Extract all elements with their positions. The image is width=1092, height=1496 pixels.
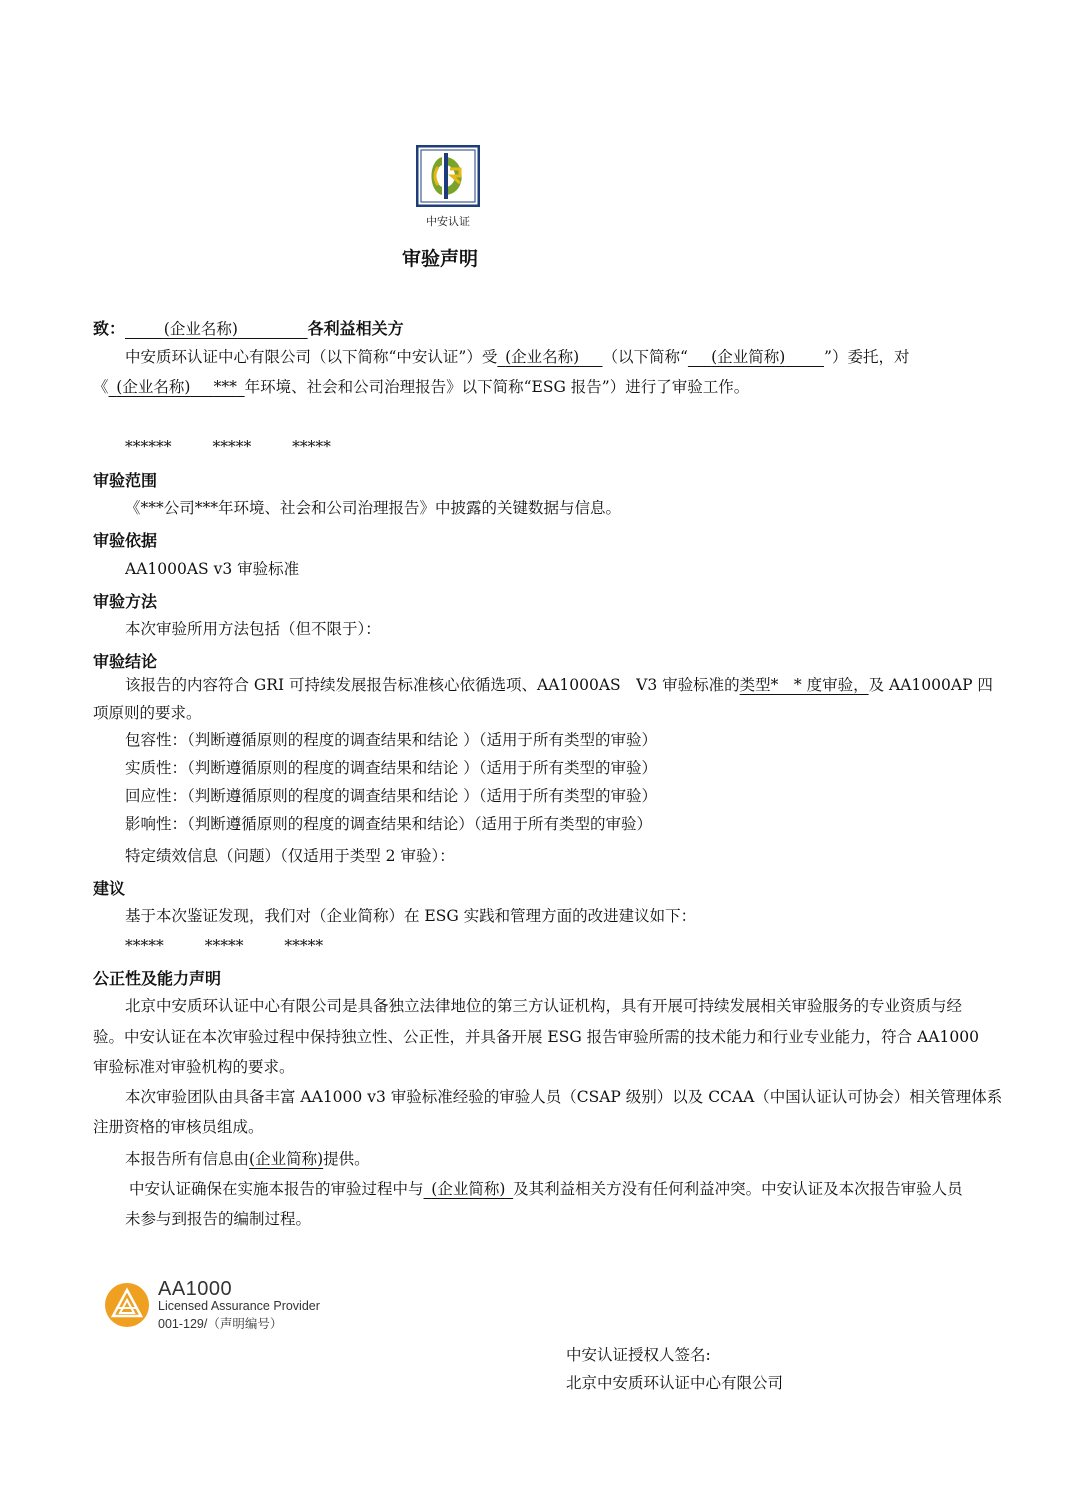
principle-desc: （判断遵循原则的程度的调查结果和结论） [187, 815, 474, 833]
statement-p3-text-a: 本报告所有信息由 [125, 1150, 250, 1168]
basis-heading: 审验依据 [93, 531, 158, 550]
intro-text-b: （以下简称“ [602, 348, 688, 366]
intro2-year-text: *** [213, 378, 237, 396]
aa1000-name: AA1000 [158, 1278, 233, 1300]
conclusion-text-b: 及 AA1000AP 四 [868, 676, 993, 694]
principle-desc: （判断遵循原则的程度的调查结果和结论 ） [187, 731, 479, 749]
statement-p1-line-1: 北京中安质环认证中心有限公司是具备独立法律地位的第三方认证机构，具有开展可持续发展相关审验服务的专业资质与经 [125, 997, 963, 1015]
scope-heading: 审验范围 [93, 471, 158, 490]
statement-p4-text-a: 中安认证确保在实施本报告的审验过程中与 [129, 1180, 424, 1198]
principle-name: 实质性： [125, 759, 188, 777]
intro2-company-field [109, 378, 245, 396]
statement-p3-field: (企业简称) [249, 1150, 324, 1168]
principle-row [125, 726, 657, 754]
stars-item: ***** [204, 937, 244, 955]
to-line [93, 316, 404, 339]
aa1000-logo-icon [104, 1282, 150, 1328]
intro-short-text: (企业简称) [711, 348, 786, 366]
stars-item: ***** [125, 937, 164, 955]
company-logo [416, 145, 480, 228]
statement-p4-field [424, 1180, 514, 1198]
method-text: 本次审验所用方法包括（但不限于）： [125, 620, 381, 638]
principle-name: 回应性： [125, 787, 188, 805]
principle-scope: （适用于所有类型的审验） [478, 787, 657, 805]
statement-p1-line-3: 审验标准对审验机构的要求。 [93, 1058, 295, 1076]
intro2-text-b: 年环境、社会和公司治理报告》以下简称“ESG 报告”）进行了审验工作。 [244, 378, 750, 396]
principle-row [125, 782, 657, 810]
aa1000-subtitle: Licensed Assurance Provider [158, 1299, 320, 1313]
intro-company-field [497, 348, 602, 366]
logo-caption: 中安认证 [426, 215, 470, 228]
basis-text: AA1000AS v3 审验标准 [125, 560, 300, 578]
method-heading: 审验方法 [93, 592, 158, 611]
conclusion-text-a: 该报告的内容符合 GRI 可持续发展报告标准核心依循选项、AA1000AS V3 审验标准的 [125, 676, 740, 694]
suggestions-text: 基于本次鉴证发现，我们对（企业简称）在 ESG 实践和管理方面的改进建议如下： [125, 907, 697, 925]
intro-line-2 [93, 373, 749, 401]
intro-text-a: 中安质环认证中心有限公司（以下简称“中安认证”）受 [125, 348, 498, 366]
intro2-text-a: 《 [93, 378, 109, 396]
intro-text-c: ”）委托，对 [824, 348, 910, 366]
aa1000-statement-code: 001-129/（声明编号） [158, 1317, 283, 1331]
statement-p2-line-2: 注册资格的审核员组成。 [93, 1118, 264, 1136]
statement-heading: 公正性及能力声明 [93, 969, 222, 988]
zhongan-logo-mark-icon [416, 145, 480, 207]
stars-item: ***** [284, 937, 324, 955]
conclusion-heading: 审验结论 [93, 652, 158, 671]
principle-name: 包容性： [125, 731, 188, 749]
principle-scope: （适用于所有类型的审验） [478, 731, 657, 749]
to-prefix: 致： [93, 319, 126, 338]
conclusion-line-1 [125, 671, 993, 699]
conclusion-line-2: 项原则的要求。 [93, 704, 202, 722]
suggestions-heading: 建议 [93, 879, 126, 898]
to-company-field [125, 320, 308, 338]
statement-p3 [125, 1145, 370, 1173]
principle-scope: （适用于所有类型的审验） [473, 815, 653, 833]
statement-p4-line-2: 未参与到报告的编制过程。 [125, 1210, 312, 1228]
aa1000-badge [104, 1278, 344, 1334]
signature-label: 中安认证授权人签名: [566, 1346, 711, 1364]
document-title: 审验声明 [402, 248, 479, 270]
scope-text: 《***公司***年环境、社会和公司治理报告》中披露的关键数据与信息。 [125, 499, 622, 517]
stars-item: ***** [292, 438, 331, 456]
principle-name: 影响性： [125, 815, 188, 833]
to-company-text: (企业名称) [163, 320, 238, 338]
placeholder-stars-2 [125, 932, 323, 960]
intro-line-1 [125, 343, 909, 371]
statement-p4-line-1 [129, 1175, 963, 1203]
specific-performance-text: 特定绩效信息（问题）（仅适用于类型 2 审验）： [125, 847, 455, 865]
statement-p3-text-b: 提供。 [323, 1150, 370, 1168]
intro-short-field [688, 348, 824, 366]
statement-p2-line-1: 本次审验团队由具备丰富 AA1000 v3 审验标准经验的审验人员（CSAP 级别）以及 CCAA（中国认证认可协会）相关管理体系 [125, 1088, 1003, 1106]
intro2-company-text: (企业名称) [116, 378, 191, 396]
principle-desc: （判断遵循原则的程度的调查结果和结论 ） [187, 759, 479, 777]
signature-org: 北京中安质环认证中心有限公司 [566, 1374, 784, 1392]
placeholder-stars-1 [125, 433, 331, 461]
statement-p1-line-2: 验。中安认证在本次审验过程中保持独立性、公正性，并具备开展 ESG 报告审验所需的技术能力和行业专业能力，符合 AA1000 [93, 1028, 979, 1046]
stars-item: ***** [212, 438, 252, 456]
to-recipients: 各利益相关方 [307, 319, 404, 338]
principle-desc: （判断遵循原则的程度的调查结果和结论 ） [187, 787, 479, 805]
statement-p4-field-text: (企业简称) [431, 1180, 506, 1198]
intro-company-text: (企业名称) [505, 348, 580, 366]
stars-item: ****** [125, 438, 172, 456]
principle-row [125, 810, 652, 838]
conclusion-type-field: 类型* * 度审验， [739, 676, 869, 694]
principle-scope: （适用于所有类型的审验） [478, 759, 657, 777]
principle-row [125, 754, 657, 782]
statement-p4-text-b: 及其利益相关方没有任何利益冲突。中安认证及本次报告审验人员 [513, 1180, 963, 1198]
